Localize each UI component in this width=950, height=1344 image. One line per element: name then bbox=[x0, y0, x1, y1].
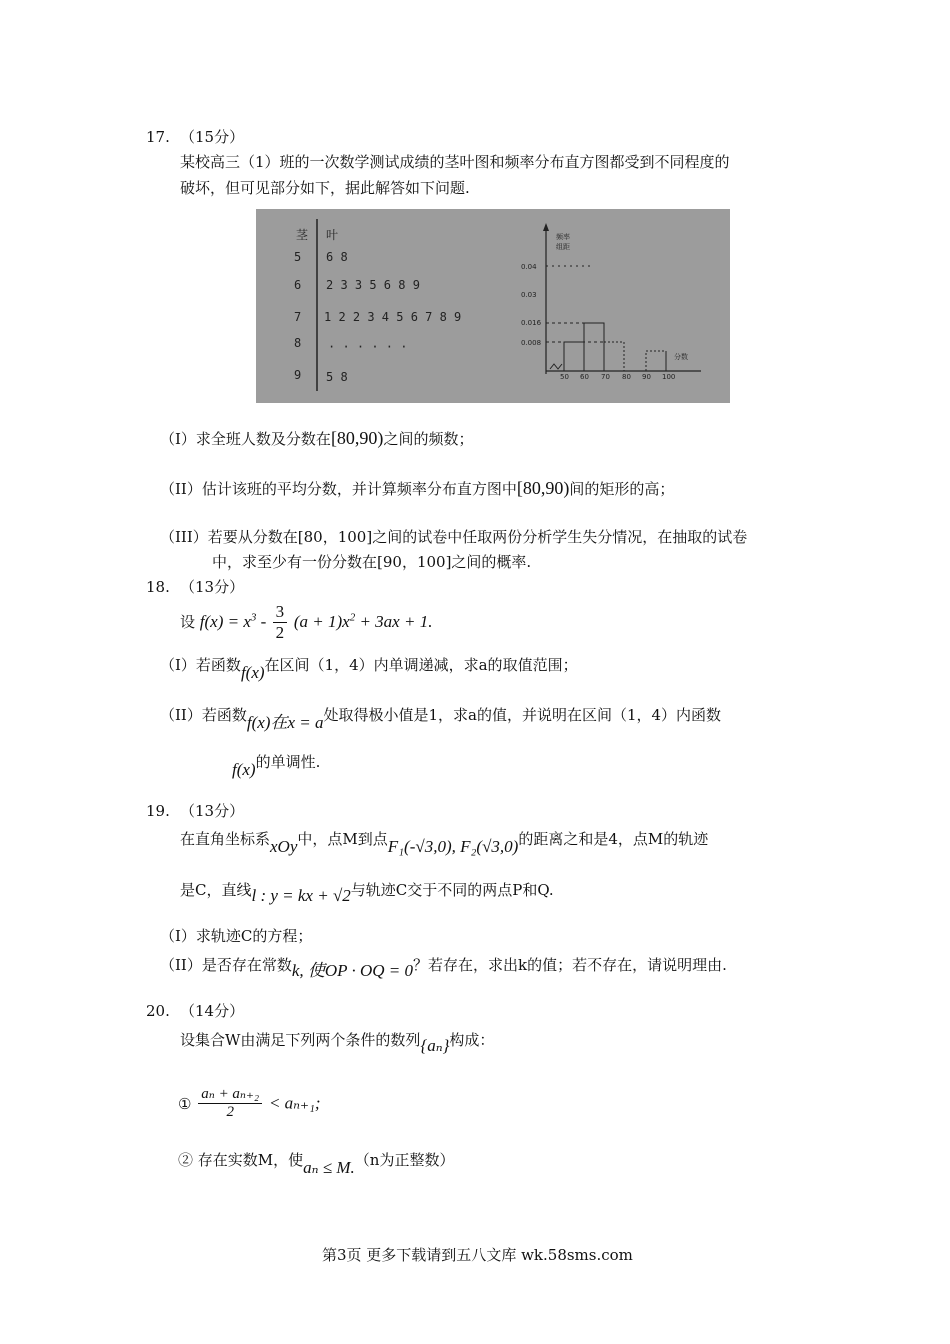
leaves-6: 2 3 3 5 6 8 9 bbox=[326, 278, 420, 292]
hist-xtick-1: 50 bbox=[560, 373, 569, 381]
hist-y-arrow bbox=[543, 223, 549, 231]
q17-part3-line2: 中，求至少有一份分数在[90，100]之间的概率. bbox=[212, 553, 532, 571]
figure-svg bbox=[256, 209, 730, 403]
q18-part2-line2: f(x)的单调性. bbox=[232, 753, 321, 779]
q19-score: （13分） bbox=[180, 802, 245, 820]
q20-condition1: ① $\frac{\text{aₙ + aₙ₊₂}}{2}$ < aₙ₊₁; bbox=[178, 1086, 321, 1121]
stem-leaf-and-histogram-figure bbox=[256, 209, 730, 403]
stem-6: 6 bbox=[294, 278, 302, 292]
hist-xtick-3: 70 bbox=[601, 373, 610, 381]
hist-xlabel: 分数 bbox=[674, 353, 688, 361]
q19-part2: （II）是否存在常数k, 使OP · OQ = 0？若存在，求出k的值；若不存在，请说明理由. bbox=[160, 956, 727, 980]
q18-part1: （I）若函数f(x)在区间（1，4）内单调递减，求a的取值范围； bbox=[160, 656, 578, 682]
q17-part1: （I）求全班人数及分数在[80,90)之间的频数； bbox=[160, 428, 474, 448]
hist-xtick-5: 90 bbox=[642, 373, 651, 381]
q19-part1: （I）求轨迹C的方程； bbox=[160, 927, 313, 945]
q17-number: 17. bbox=[146, 128, 170, 146]
hist-ylabel-2: 组距 bbox=[556, 243, 570, 251]
leaves-5: 6 8 bbox=[326, 250, 348, 264]
q20-score: （14分） bbox=[180, 1002, 245, 1020]
hist-ytick-1: 0.04 bbox=[521, 263, 537, 271]
leaves-8-damaged: · · · · · · bbox=[328, 340, 408, 354]
hist-bar-50-60 bbox=[564, 342, 584, 371]
hist-axis-break bbox=[550, 364, 562, 369]
stem-header: 茎 bbox=[296, 228, 309, 242]
stem-8: 8 bbox=[294, 336, 302, 350]
hist-ytick-4: 0.008 bbox=[521, 339, 542, 347]
stem-5: 5 bbox=[294, 250, 302, 264]
q18-score: （13分） bbox=[180, 578, 245, 596]
hist-ytick-2: 0.03 bbox=[521, 291, 537, 299]
q17-intro-line1: 某校高三（1）班的一次数学测试成绩的茎叶图和频率分布直方图都受到不同程度的 bbox=[180, 153, 730, 171]
hist-xtick-2: 60 bbox=[580, 373, 589, 381]
stem-9: 9 bbox=[294, 368, 302, 382]
q17-intro-line2: 破坏，但可见部分如下，据此解答如下问题. bbox=[180, 179, 470, 197]
hist-bar-90-100 bbox=[646, 351, 666, 371]
q18-part2-line1: （II）若函数f(x)在x = a处取得极小值是1，求a的值，并说明在区间（1，4）内函数 bbox=[160, 706, 722, 732]
hist-xtick-6: 100 bbox=[662, 373, 676, 381]
q17-part2: （II）估计该班的平均分数，并计算频率分布直方图中[80,90)间的矩形的高； bbox=[160, 478, 675, 498]
hist-bar-70-80 bbox=[604, 342, 624, 371]
q19-line2: 是C，直线l : y = kx + √2与轨迹C交于不同的两点P和Q. bbox=[180, 881, 554, 905]
q17-part3-line1: （III）若要从分数在[80，100]之间的试卷中任取两份分析学生失分情况，在抽取的试卷 bbox=[160, 528, 748, 546]
leaf-header: 叶 bbox=[326, 228, 339, 242]
q20-number: 20. bbox=[146, 1002, 170, 1020]
q18-number: 18. bbox=[146, 578, 170, 596]
hist-bar-60-70 bbox=[584, 323, 604, 371]
q17-score: （15分） bbox=[180, 128, 245, 146]
q19-line1: 在直角坐标系xOy中，点M到点F₁(-√3,0), F₂(√3,0)的距离之和是4，点M的轨迹 bbox=[180, 830, 709, 856]
hist-ytick-3: 0.016 bbox=[521, 319, 542, 327]
leaves-9: 5 8 bbox=[326, 370, 348, 384]
q18-definition: 设 $f(x) = x^3$ - $\frac{3}{2}$ $(a + 1)x^2 + 3ax + 1$. bbox=[180, 602, 433, 642]
hist-xtick-4: 80 bbox=[622, 373, 631, 381]
q20-condition2: ② 存在实数M，使aₙ ≤ M.（n为正整数） bbox=[178, 1151, 455, 1177]
q19-number: 19. bbox=[146, 802, 170, 820]
hist-ylabel-1: 频率 bbox=[556, 233, 570, 241]
page-footer: 第3页 更多下载请到五八文库 wk.58sms.com bbox=[322, 1246, 633, 1264]
q20-intro: 设集合W由满足下列两个条件的数列{aₙ}构成： bbox=[180, 1031, 495, 1055]
leaves-7: 1 2 2 3 4 5 6 7 8 9 bbox=[324, 310, 462, 324]
stem-7: 7 bbox=[294, 310, 302, 324]
